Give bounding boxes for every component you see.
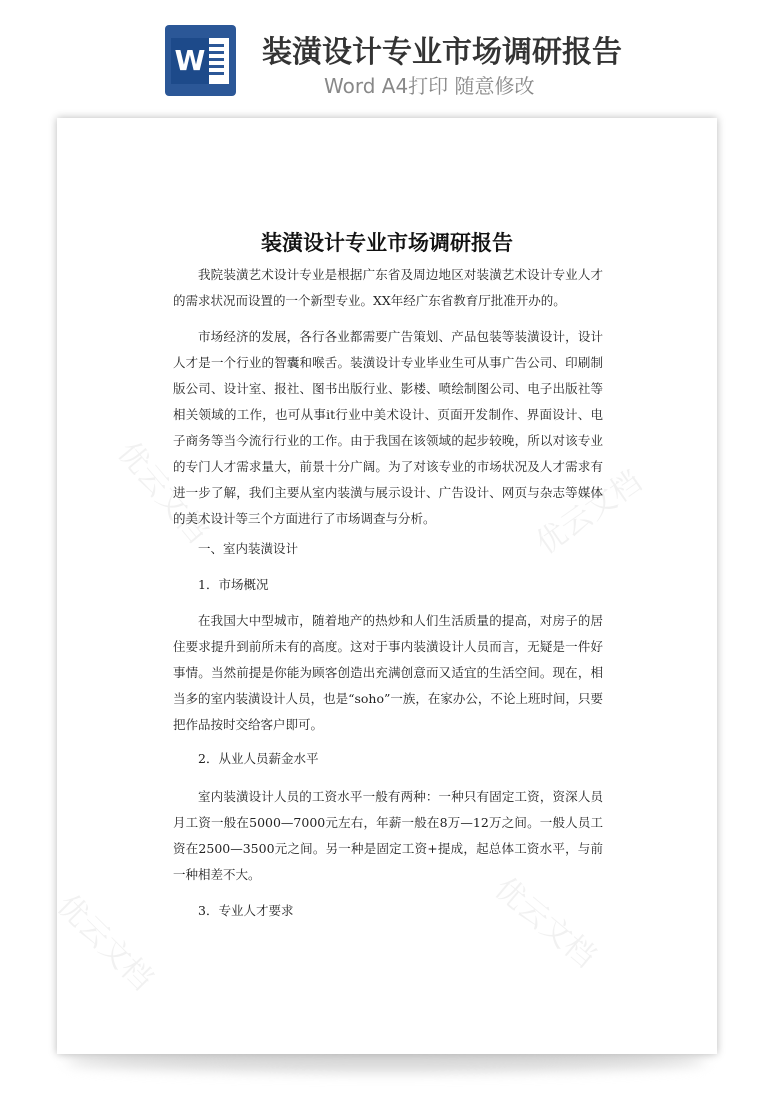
paragraph-intro: 我院装潢艺术设计专业是根据广东省及周边地区对装潢艺术设计专业人才的需求状况而设置的一个新型专业。XX年经广东省教育厅批准开办的。 <box>173 267 603 308</box>
watermark: 优云文档 <box>487 870 602 975</box>
paragraph-overview: 在我国大中型城市，随着地产的热炒和人们生活质量的提高，对房子的居住要求提升到前所未有的高度。这对于事内装潢设计人员而言，无疑是一件好事情。当然前提是你能为顾客创造出充满创意而又适宜的生活空间。现在，相当多的室内装潢设计人员，也是“soho”一族，在家办公，不论上班时间，只要把作品按时交给客户即可。 <box>173 613 603 732</box>
banner-title: 装潢设计专业市场调研报告 <box>262 35 622 70</box>
word-app-icon <box>165 25 236 96</box>
word-icon-letter: W <box>171 38 209 84</box>
watermark: 优云文档 <box>49 887 160 998</box>
word-icon-line <box>207 58 224 61</box>
subsection-heading-market-overview: 1．市场概况 <box>198 577 269 592</box>
banner-subtitle: Word A4打印 随意修改 <box>324 74 535 98</box>
word-icon-line <box>207 72 224 75</box>
word-icon-line <box>207 44 224 47</box>
word-icon-line <box>207 65 224 68</box>
banner <box>0 0 774 110</box>
subsection-heading-requirements: 3．专业人才要求 <box>198 903 294 918</box>
watermark: 优云文档 <box>110 435 215 550</box>
subsection-heading-salary: 2．从业人员薪金水平 <box>198 751 319 766</box>
paragraph-salary: 室内装潢设计人员的工资水平一般有两种：一种只有固定工资，资深人员月工资一般在5000—7000元左右，年薪一般在8万—12万之间。一般人员工资在2500—3500元之间。另一种是固定工资+提成，起总体工资水平，与前一种相差不大。 <box>173 789 603 882</box>
paragraph-market: 市场经济的发展，各行各业都需要广告策划、产品包装等装潢设计，设计人才是一个行业的智囊和喉舌。装潢设计专业毕业生可从事广告公司、印刷制版公司、设计室、报社、图书出版行业、影楼、喷绘制图公司、电子出版社等相关领域的工作，也可从事it行业中美术设计、页面开发制作、界面设计、电子商务等当今流行行业的工作。由于我国在该领域的起步较晚，所以对该专业的专门人才需求量大，前景十分广阔。为了对该专业的市场状况及人才需求有进一步了解，我们主要从室内装潢与展示设计、广告设计、网页与杂志等媒体的美术设计等三个方面进行了市场调查与分析。 <box>173 329 603 526</box>
word-icon-line <box>207 51 224 54</box>
section-heading-interior: 一、室内装潢设计 <box>198 541 299 556</box>
watermark: 优云文档 <box>529 464 649 562</box>
document-title: 装潢设计专业市场调研报告 <box>261 230 513 255</box>
document-page <box>49 118 717 1054</box>
